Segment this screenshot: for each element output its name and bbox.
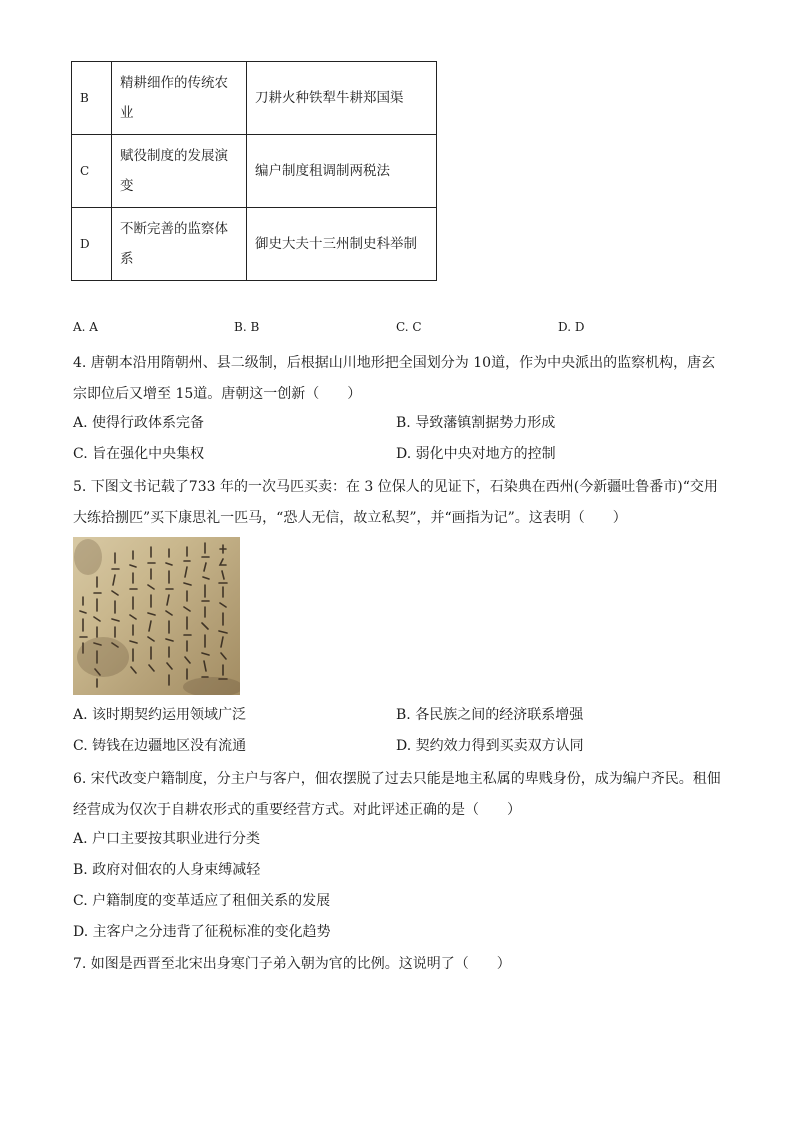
- question-4-options-row2: [73, 443, 723, 465]
- q4-option-b[interactable]: B. 导致藩镇割据势力形成: [396, 415, 556, 431]
- handwriting-strokes: [73, 537, 240, 695]
- row-topic: 精耕细作的传统农业: [112, 62, 247, 135]
- row-topic: 赋役制度的发展演变: [112, 135, 247, 208]
- q4-option-c[interactable]: C. 旨在强化中央集权: [73, 446, 205, 462]
- q5-option-b[interactable]: B. 各民族之间的经济联系增强: [396, 707, 584, 723]
- row-letter: D: [72, 208, 112, 281]
- question-7-stem: 7. 如图是西晋至北宋出身寒门子弟入朝为官的比例。这说明了（ ）: [73, 956, 511, 972]
- row-content: 御史大夫十三州制史科举制: [247, 208, 437, 281]
- choice-c[interactable]: C. C: [396, 320, 422, 334]
- q6-option-c[interactable]: C. 户籍制度的变革适应了租佃关系的发展: [73, 893, 331, 909]
- q6-option-d[interactable]: D. 主客户之分违背了征税标准的变化趋势: [73, 924, 331, 940]
- question-4-stem: 4. 唐朝本沿用隋朝州、县二级制，后根据山川地形把全国划分为 10道，作为中央派出的监察机构，唐玄宗即位后又增至 15道。唐朝这一创新（ ）: [73, 355, 716, 402]
- options-table: [71, 61, 437, 281]
- question-4-options-row1: [73, 412, 723, 434]
- contract-document-image: [73, 537, 240, 695]
- q5-option-c[interactable]: C. 铸钱在边疆地区没有流通: [73, 738, 247, 754]
- q6-option-b[interactable]: B. 政府对佃农的人身束缚减轻: [73, 862, 261, 878]
- choice-b[interactable]: B. B: [234, 320, 260, 334]
- row-letter: B: [72, 62, 112, 135]
- q5-option-d[interactable]: D. 契约效力得到买卖双方认同: [396, 738, 584, 754]
- choice-a[interactable]: A. A: [73, 320, 98, 334]
- table-row: [72, 62, 437, 135]
- question-5-stem: 5. 下图文书记载了733 年的一次马匹买卖：在 3 位保人的见证下，石染典在西州(今新疆吐鲁番市)“交用大练拾捌匹”买下康思礼一匹马，“恐人无信，故立私契”，并“画指为记”。这表明（ ）: [73, 479, 718, 526]
- q4-option-d[interactable]: D. 弱化中央对地方的控制: [396, 446, 556, 462]
- question-5-options-row2: [73, 735, 723, 757]
- row-content: 刀耕火种铁犁牛耕郑国渠: [247, 62, 437, 135]
- row-topic: 不断完善的监察体系: [112, 208, 247, 281]
- table-row: [72, 135, 437, 208]
- row-letter: C: [72, 135, 112, 208]
- row-content: 编户制度租调制两税法: [247, 135, 437, 208]
- q5-option-a[interactable]: A. 该时期契约运用领域广泛: [73, 707, 247, 723]
- table-row: [72, 208, 437, 281]
- q6-option-a[interactable]: A. 户口主要按其职业进行分类: [73, 831, 261, 847]
- question-5-options-row1: [73, 704, 723, 726]
- q4-option-a[interactable]: A. 使得行政体系完备: [73, 415, 205, 431]
- choice-d[interactable]: D. D: [558, 320, 585, 334]
- question-6-stem: 6. 宋代改变户籍制度，分主户与客户，佃农摆脱了过去只能是地主私属的卑贱身份，成为编户齐民。租佃经营成为仅次于自耕农形式的重要经营方式。对此评述正确的是（ ）: [73, 771, 721, 818]
- q3-choices: [73, 320, 713, 340]
